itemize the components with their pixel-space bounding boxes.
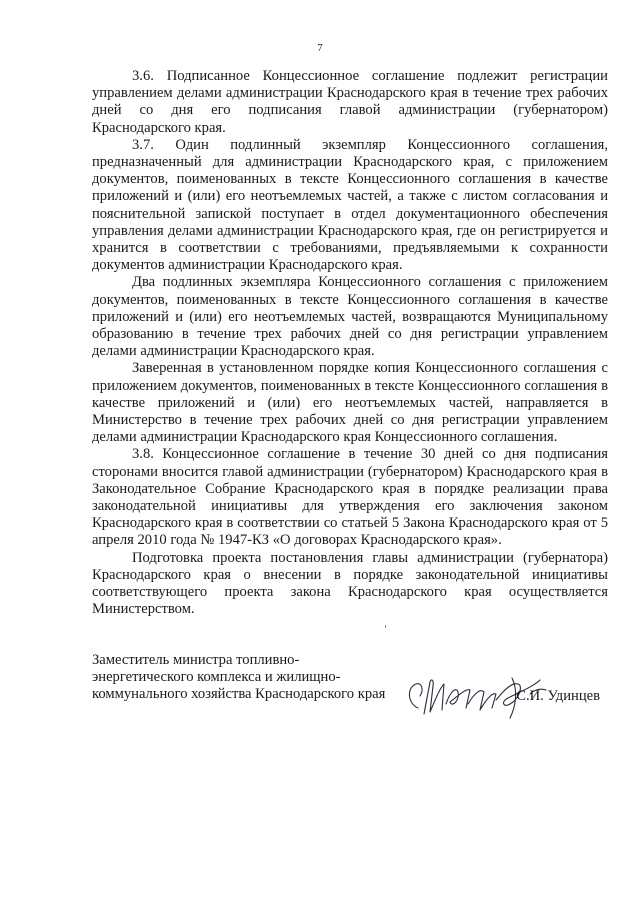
paragraph-3-6: 3.6. Подписанное Концессионное соглашение подлежит регистрации управлением делами администрации Краснодарского края в течение трех рабочих дней со дня его подписания главой администрации (губернатором) Краснодарского края. <box>92 68 608 136</box>
signer-title <box>92 652 422 704</box>
document-body <box>92 68 608 619</box>
signer-title-line: коммунального хозяйства Краснодарского края <box>92 686 386 703</box>
signer-title-line: Заместитель министра топливно- <box>92 652 300 668</box>
paragraph-copies-return: Два подлинных экземпляра Концессионного соглашения с приложением документов, поименованных в тексте Концессионного соглашения в качестве приложений и (или) его неотъемлемых частей, возвращаются Муниципальному образованию в течение трех рабочих дней со дня регистрации управлением делами администрации Краснодарского края. <box>92 274 608 360</box>
paragraph-draft-preparation: Подготовка проекта постановления главы администрации (губернатора) Краснодарского края о внесении в порядке законодательной инициативы соответствующего проекта закона Краснодарского края осуществляется Министерством. <box>92 549 608 618</box>
scan-speck <box>385 625 386 628</box>
page-number: 7 <box>317 42 323 54</box>
signature-block <box>92 652 608 722</box>
paragraph-3-7: 3.7. Один подлинный экземпляр Концессионного соглашения, предназначенный для администрации Краснодарского края, с приложением документов, поименованных в тексте Концессионного соглашения в качестве приложений и (или) его неотъемлемых частей, а также с листом согласования и пояснительной запиской поступает в отдел документационного обеспечения управления делами администрации Краснодарского края, где он регистрируется и хранится в соответствии с требованиями, предъявляемыми к сохранности документов администрации Краснодарского края. <box>92 136 608 274</box>
paragraph-3-8: 3.8. Концессионное соглашение в течение 30 дней со дня подписания сторонами вносится главой администрации (губернатором) Краснодарского края в Законодательное Собрание Краснодарского края в порядке реализации права законодательной инициативы для утверждения его заключения законом Краснодарского края в соответствии со статьей 5 Закона Краснодарского края от 5 апреля 2010 года № 1947-КЗ «О договорах Краснодарского края». <box>92 446 608 549</box>
signer-title-line: энергетического комплекса и жилищно- <box>92 669 341 686</box>
signer-name: С.И. Удинцев <box>516 688 600 704</box>
paragraph-certified-copy: Заверенная в установленном порядке копия Концессионного соглашения с приложением документов, поименованных в тексте Концессионного соглашения в качестве приложений и (или) его неотъемлемых частей, направляется в Министерство в течение трех рабочих дней со дня регистрации управлением делами администрации Краснодарского края Концессионного соглашения. <box>92 360 608 446</box>
